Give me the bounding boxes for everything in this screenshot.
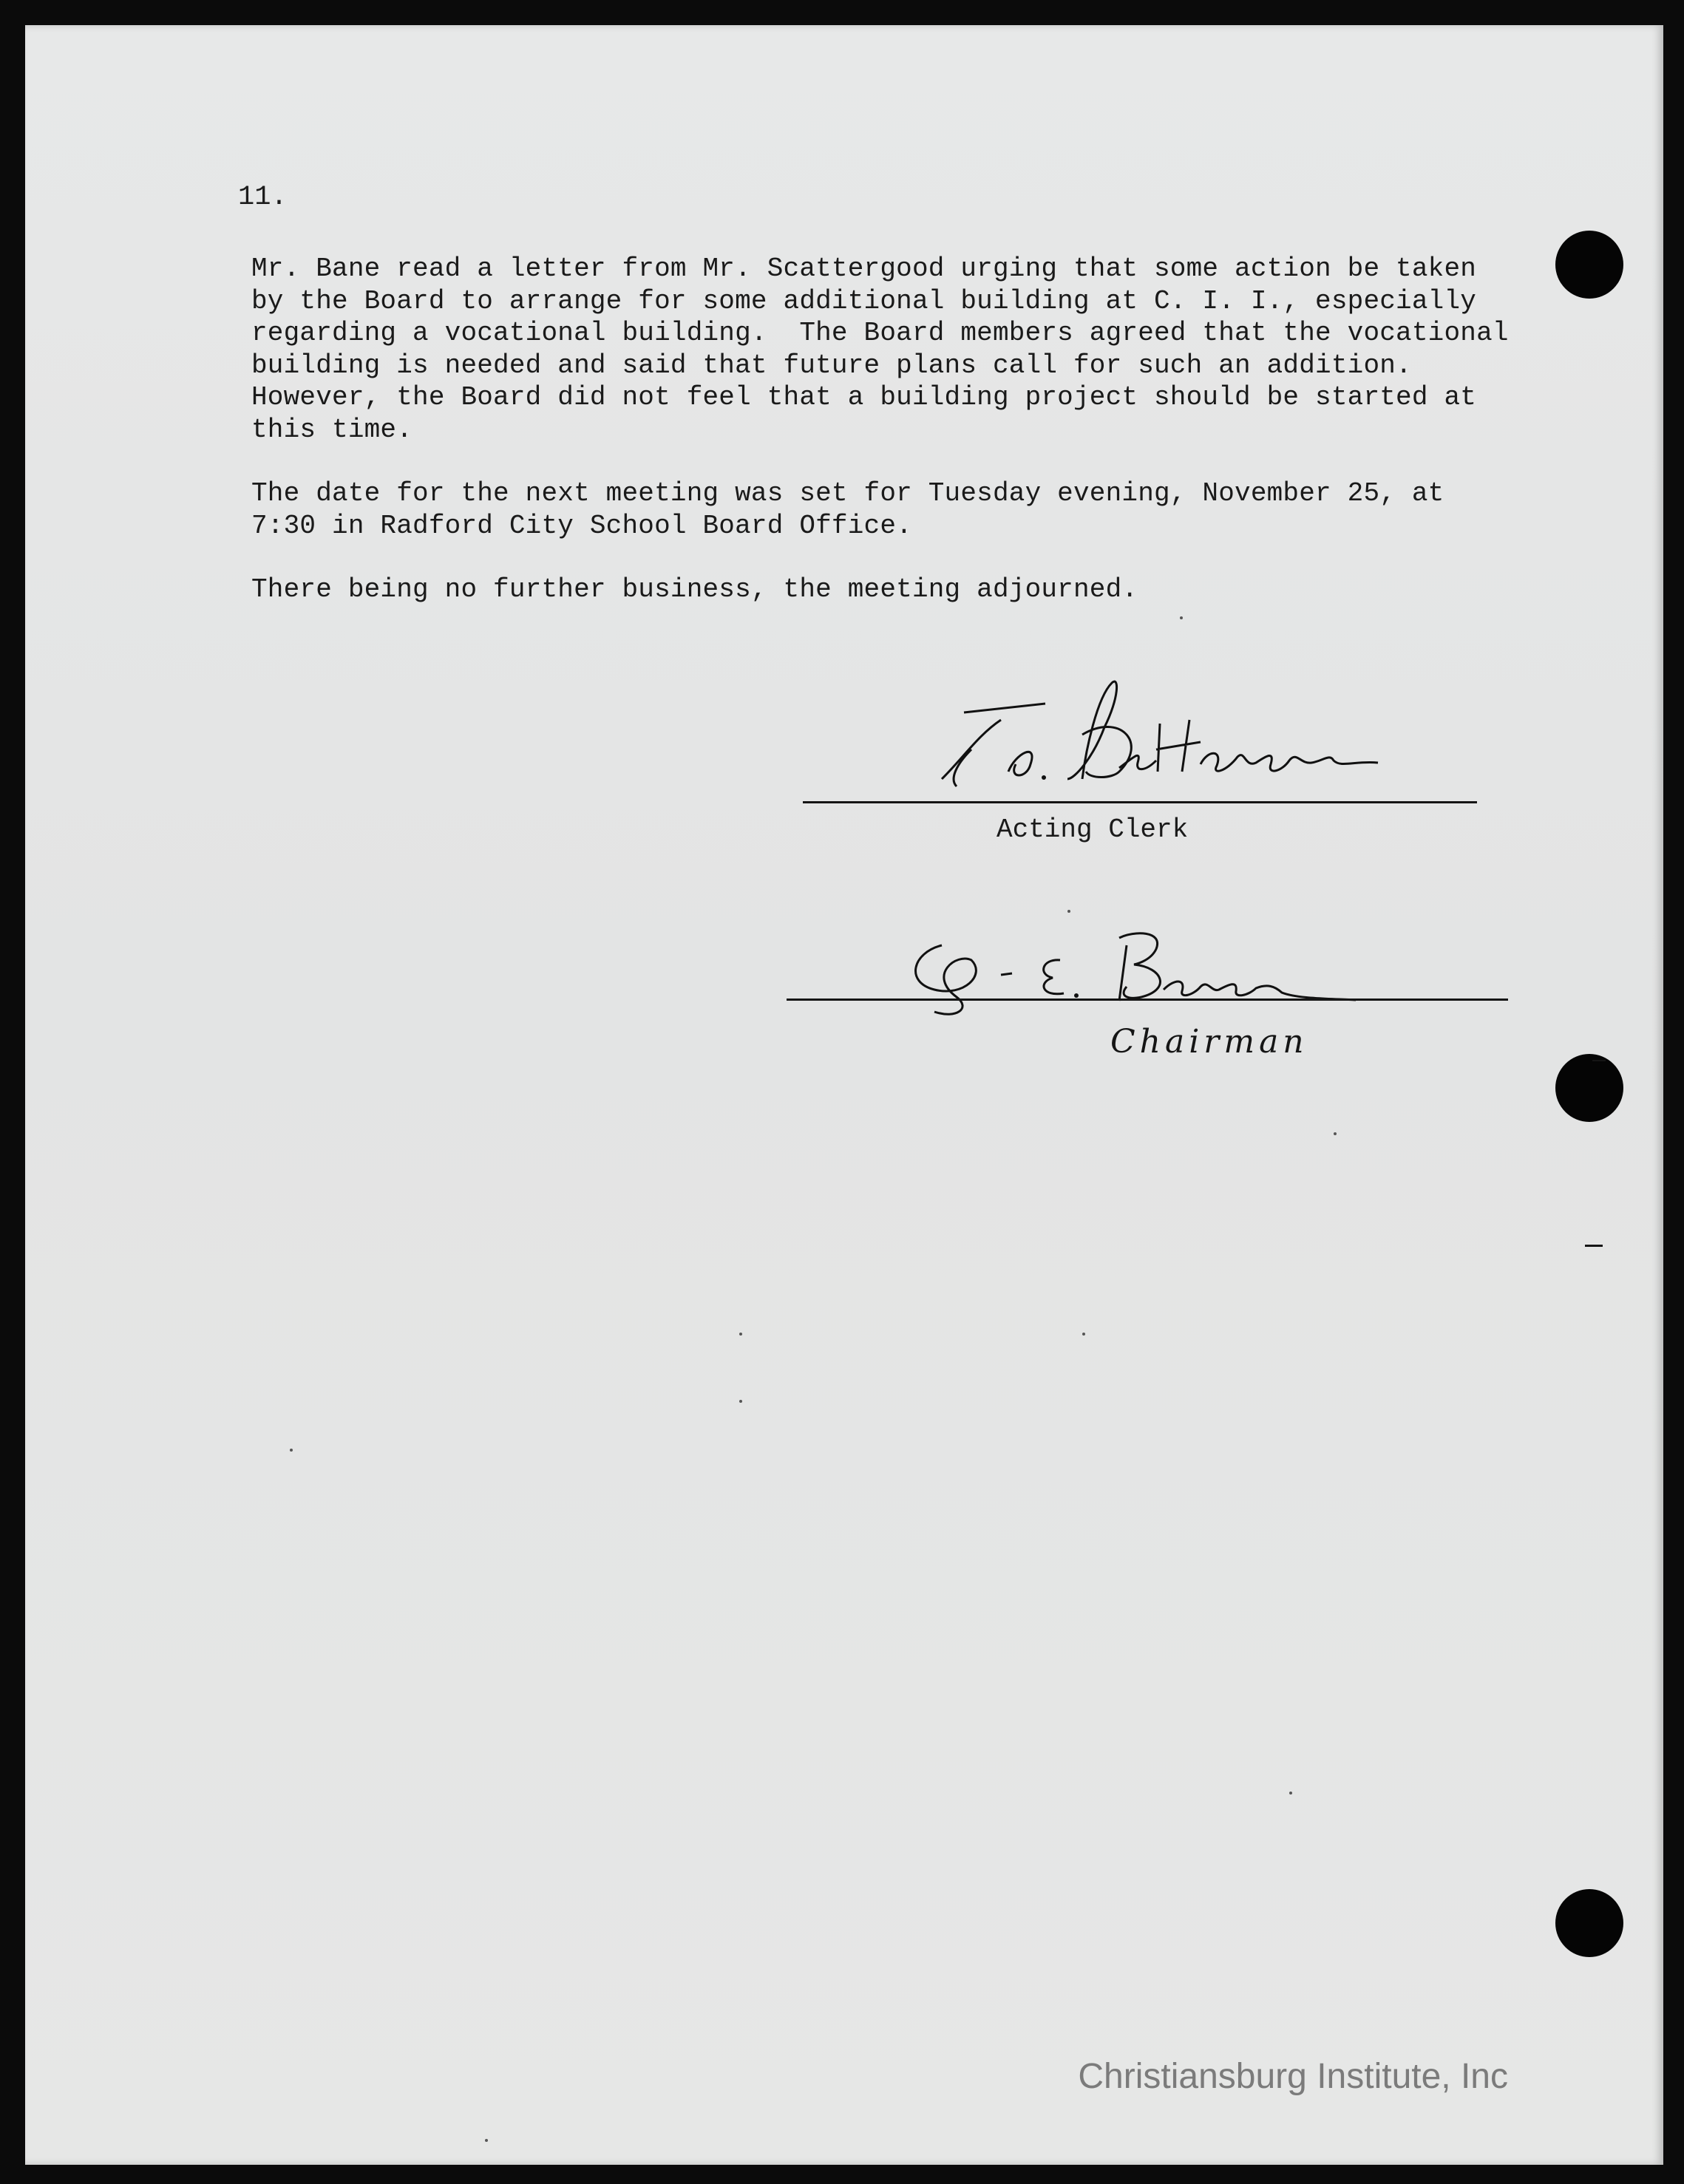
paper-speck xyxy=(739,1400,742,1403)
watermark: Christiansburg Institute, Inc xyxy=(1078,2057,1508,2096)
clerk-title: Acting Clerk xyxy=(997,814,1189,845)
clerk-signature xyxy=(897,668,1459,831)
punch-hole-top xyxy=(1555,231,1623,299)
edge-mark xyxy=(1585,1245,1603,1247)
document-page xyxy=(25,25,1663,2165)
paragraph-building-letter: Mr. Bane read a letter from Mr. Scattergood urging that some action be taken by the Board to arrange for some additional building at C. I. I., especially regarding a vocational building. The Board members agreed that the vocational building is needed and said that future plans call for such an addition. However, the Board did not feel that a building project should be started at this time. xyxy=(251,254,1509,445)
paper-speck xyxy=(1180,616,1183,619)
edge-mark xyxy=(1592,1060,1606,1061)
paragraph-next-meeting: The date for the next meeting was set for Tuesday evening, November 25, at 7:30 in Radford City School Board Office. xyxy=(251,478,1444,541)
chairman-title: Chairman xyxy=(1110,1023,1308,1061)
chairman-signature xyxy=(883,916,1400,1034)
chairman-signature-line xyxy=(787,999,1508,1001)
page-number: 11. xyxy=(238,182,288,213)
paper-speck xyxy=(1067,910,1070,913)
paper-speck xyxy=(290,1449,293,1452)
paragraph-adjourned: There being no further business, the meeting adjourned. xyxy=(251,574,1138,605)
paper-speck xyxy=(739,1333,742,1336)
paper-speck xyxy=(1082,1333,1085,1336)
punch-hole-middle xyxy=(1555,1054,1623,1122)
clerk-signature-line xyxy=(803,801,1477,803)
paper-speck xyxy=(1289,1792,1292,1795)
punch-hole-bottom xyxy=(1555,1889,1623,1957)
paper-speck xyxy=(485,2139,488,2142)
paper-speck xyxy=(1334,1132,1337,1135)
